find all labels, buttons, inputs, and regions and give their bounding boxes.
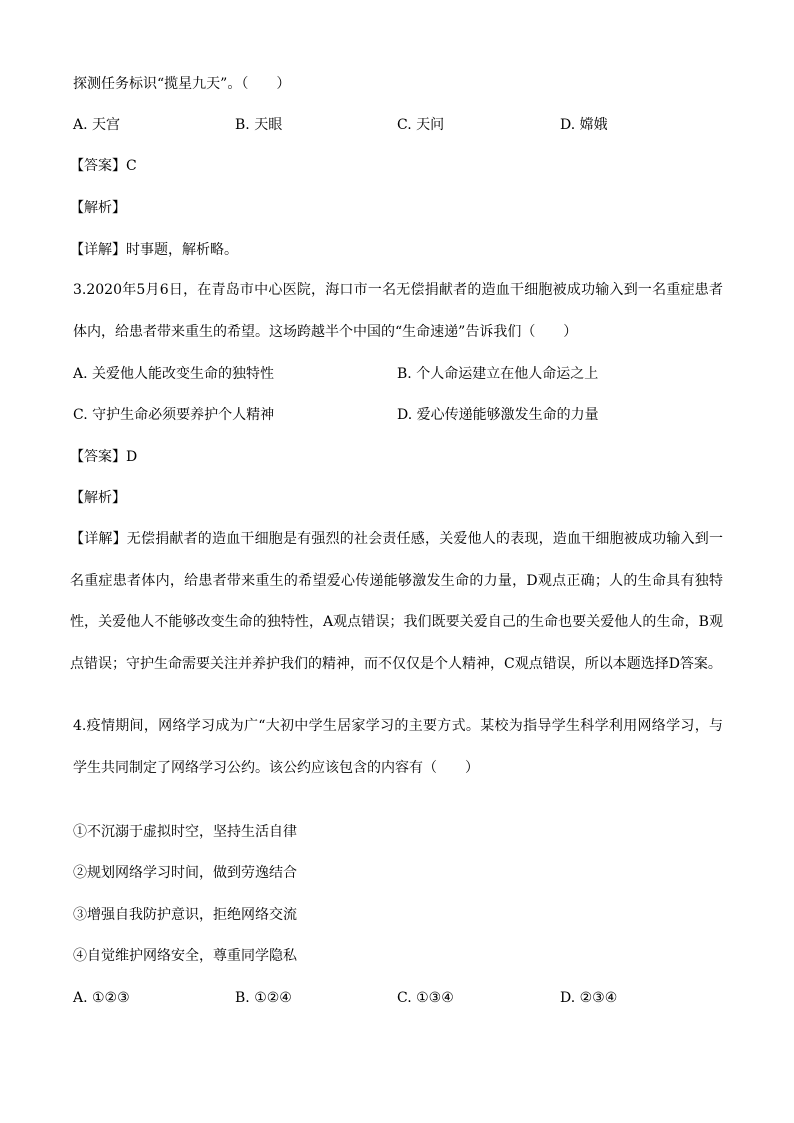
question-2-detail: 【详解】时事题，解析略。: [70, 242, 238, 258]
question-2-option-b: B. 天眼: [235, 117, 283, 133]
question-4-option-d: D. ②③④: [560, 990, 618, 1006]
question-2-analysis-label: 【解析】: [70, 200, 126, 216]
question-3-stem: 3.2020年5月6日，在青岛市中心医院，海口市一名无偿捐献者的造血干细胞被成功输入到一名重症患者体内，给患者带来重生的希望。这场跨越半个中国的“生命速递”告诉我们（ ）: [73, 282, 723, 340]
question-2-option-d: D. 嫦娥: [560, 117, 608, 133]
question-4-item-4: ④自觉维护网络安全，尊重同学隐私: [73, 948, 297, 964]
question-4-item-2: ②规划网络学习时间，做到劳逸结合: [73, 865, 297, 881]
question-4-stem: 4.疫情期间，网络学习成为广“大初中学生居家学习的主要方式。某校为指导学生科学利用网络学习，与学生共同制定了网络学习公约。该公约应该包含的内容有（ ）: [73, 718, 723, 776]
question-3-analysis-label: 【解析】: [70, 490, 126, 506]
question-3-detail: 【详解】无偿捐献者的造血干细胞是有强烈的社会责任感，关爱他人的表现，造血干细胞被成功输入到一名重症患者体内，给患者带来重生的希望爱心传递能够激发生命的力量，D观点正确；人的生命具有独特性，关爱他人不能够改变生命的独特性，A观点错误；我们既要关爱自己的生命也要关爱他人的生命，B观点错误；守护生命需要关注并养护我们的精神，而不仅仅是个人精神，C观点错误，所以本题选择D答案。: [70, 531, 723, 672]
question-4-option-a: A. ①②③: [73, 990, 130, 1006]
question-3-option-c: C. 守护生命必须要养护个人精神: [73, 407, 275, 423]
question-4-option-c: C. ①③④: [397, 990, 454, 1006]
question-4-option-b: B. ①②④: [235, 990, 292, 1006]
question-3-option-b: B. 个人命运建立在他人命运之上: [397, 366, 599, 382]
question-2-option-a: A. 天宫: [73, 117, 121, 133]
question-2-option-c: C. 天问: [397, 117, 445, 133]
question-2-answer: 【答案】C: [70, 158, 137, 174]
question-4-item-3: ③增强自我防护意识，拒绝网络交流: [73, 907, 297, 923]
question-3-option-a: A. 关爱他人能改变生命的独特性: [73, 366, 275, 382]
question-4-item-1: ①不沉溺于虚拟时空，坚持生活自律: [73, 824, 297, 840]
question-3-option-d: D. 爱心传递能够激发生命的力量: [397, 407, 599, 423]
question-3-answer: 【答案】D: [70, 449, 138, 465]
question-2-stem-tail: 探测任务标识“揽星九天”。（ ）: [73, 76, 291, 92]
